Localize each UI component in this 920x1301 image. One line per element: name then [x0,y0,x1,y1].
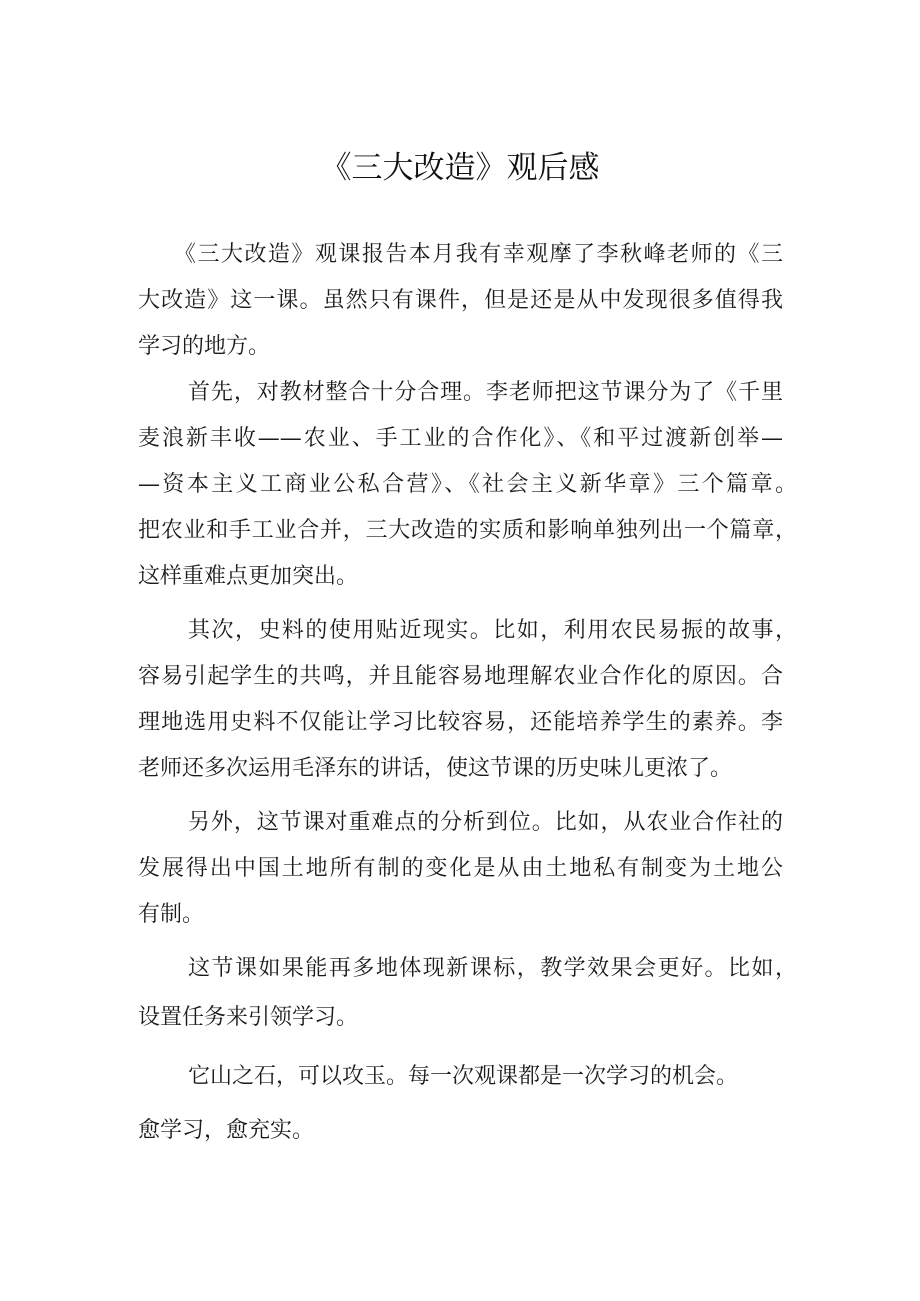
text-line: 《三大改造》观课报告本月我有幸观摩了李秋峰老师的《三 [174,242,783,267]
text-line: 有制。 [138,902,205,927]
text-line: 大改造》这一课。虽然只有课件，但是还是从中发现很多值得我 [138,288,783,313]
text-line: 把农业和手工业合并，三大改造的实质和影响单独列出一个篇章， [138,518,797,543]
text-line: 这节课如果能再多地体现新课标，教学效果会更好。比如， [188,956,797,981]
text-line: 这样重难点更加突出。 [138,564,359,589]
text-line: 容易引起学生的共鸣，并且能容易地理解农业合作化的原因。合 [138,664,783,689]
text-line: 其次，史料的使用贴近现实。比如，利用农民易振的故事， [188,618,797,643]
text-line: 愈学习，愈充实。 [138,1118,315,1143]
text-line: 设置任务来引领学习。 [138,1005,359,1030]
text-line: 老师还多次运用毛泽东的讲话，使这节课的历史味儿更浓了。 [138,756,733,781]
text-line: 麦浪新丰收——农业、手工业的合作化》、《和平过渡新创举— [138,426,783,451]
text-line: 理地选用史料不仅能让学习比较容易，还能培养学生的素养。李 [138,710,783,735]
text-line: 另外，这节课对重难点的分析到位。比如，从农业合作社的 [188,810,783,835]
text-line: 首先，对教材整合十分合理。李老师把这节课分为了《千里 [188,380,783,405]
text-line: —资本主义工商业公私合营》、《社会主义新华章》三个篇章。 [138,472,797,497]
text-line: 发展得出中国土地所有制的变化是从由土地私有制变为土地公 [138,856,783,881]
text-line: 学习的地方。 [138,334,271,359]
text-line: 它山之石，可以攻玉。每一次观课都是一次学习的机会。 [188,1064,739,1089]
document-title: 《三大改造》观后感 [320,150,600,186]
